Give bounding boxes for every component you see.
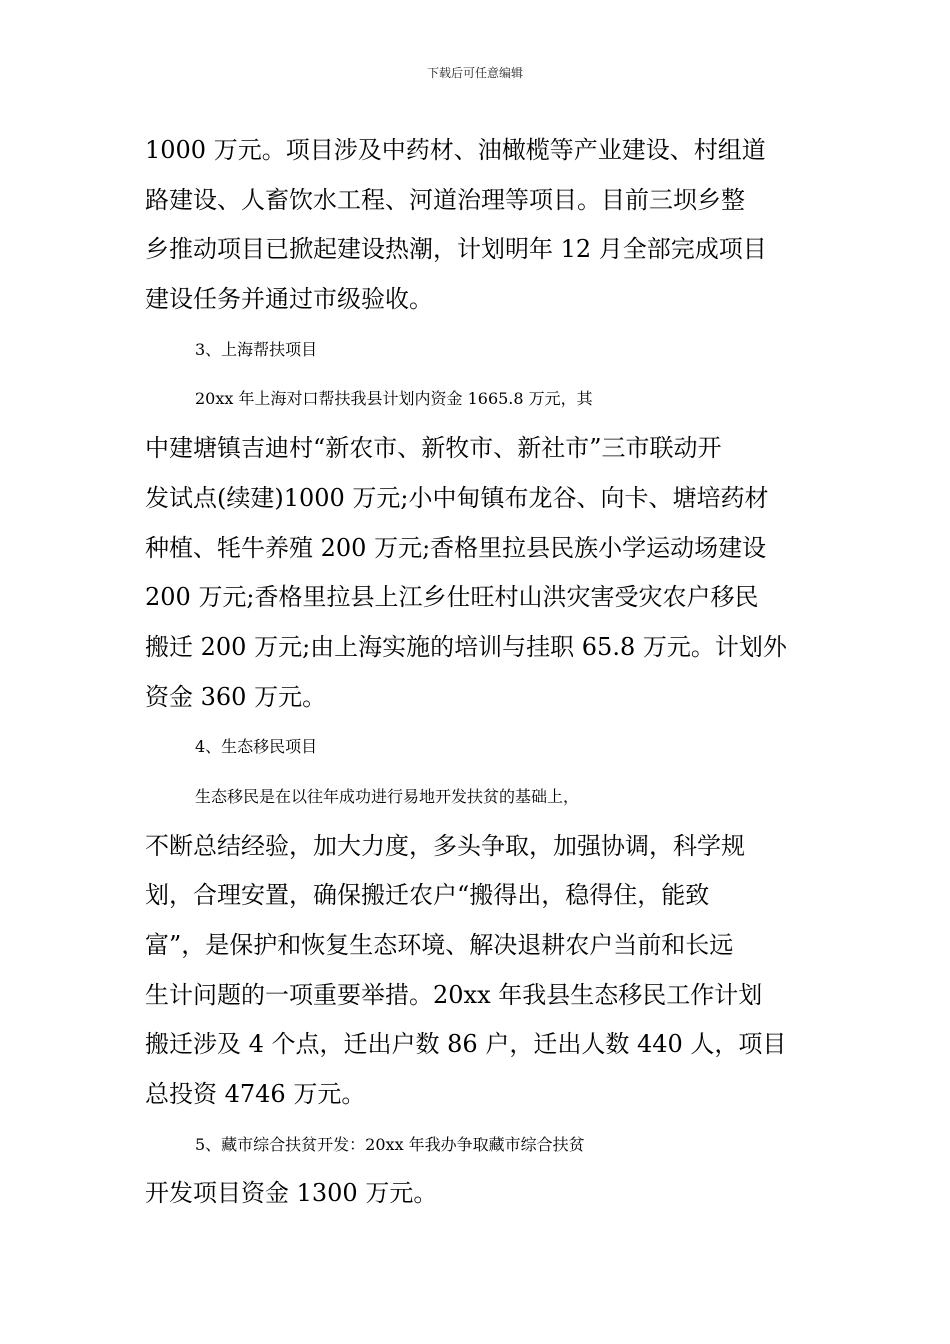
text-line: 中建塘镇吉迪村“新农市、新牧市、新社市”三市联动开 <box>145 434 722 463</box>
text-line: 富”，是保护和恢复生态环境、解决退耕农户当前和长远 <box>145 931 734 959</box>
text-line: 搬迁 200 万元;由上海实施的培训与挂职 65.8 万元。计划外 <box>145 632 787 661</box>
text-line: 200 万元;香格里拉县上江乡仕旺村山洪灾害受灾农户移民 <box>145 583 759 612</box>
text-line: 1000 万元。项目涉及中药材、油橄榄等产业建设、村组道 <box>145 136 766 164</box>
text-line: 建设任务并通过市级验收。 <box>145 285 433 314</box>
text-line: 4、生态移民项目 <box>195 737 318 757</box>
text-line: 开发项目资金 1300 万元。 <box>145 1179 438 1208</box>
text-line: 乡推动项目已掀起建设热潮，计划明年 12 月全部完成项目 <box>145 235 767 264</box>
page-header: 下载后可任意编辑 <box>426 66 523 80</box>
text-line: 种植、牦牛养殖 200 万元;香格里拉县民族小学运动场建设 <box>145 533 767 562</box>
text-line: 资金 360 万元。 <box>145 682 327 711</box>
document-body <box>145 126 809 1219</box>
text-line: 生计问题的一项重要举措。20xx 年我县生态移民工作计划 <box>145 980 763 1009</box>
text-line: 3、上海帮扶项目 <box>195 339 318 359</box>
text-line: 路建设、人畜饮水工程、河道治理等项目。目前三坝乡整 <box>145 185 745 214</box>
text-line: 生态移民是在以往年成功进行易地开发扶贫的基础上， <box>195 786 580 806</box>
text-line: 20xx 年上海对口帮扶我县计划内资金 1665.8 万元，其 <box>195 389 593 409</box>
text-line: 5、藏市综合扶贫开发：20xx 年我办争取藏市综合扶贫 <box>195 1134 585 1154</box>
text-line: 发试点(续建)1000 万元;小中甸镇布龙谷、向卡、塘培药材 <box>145 483 769 512</box>
text-line: 总投资 4746 万元。 <box>145 1080 366 1109</box>
text-line: 搬迁涉及 4 个点，迁出户数 86 户，迁出人数 440 人，项目 <box>145 1030 787 1059</box>
text-line: 划，合理安置，确保搬迁农户“搬得出，稳得住，能致 <box>145 881 710 910</box>
text-line: 不断总结经验，加大力度，多头争取，加强协调，科学规 <box>145 831 745 860</box>
